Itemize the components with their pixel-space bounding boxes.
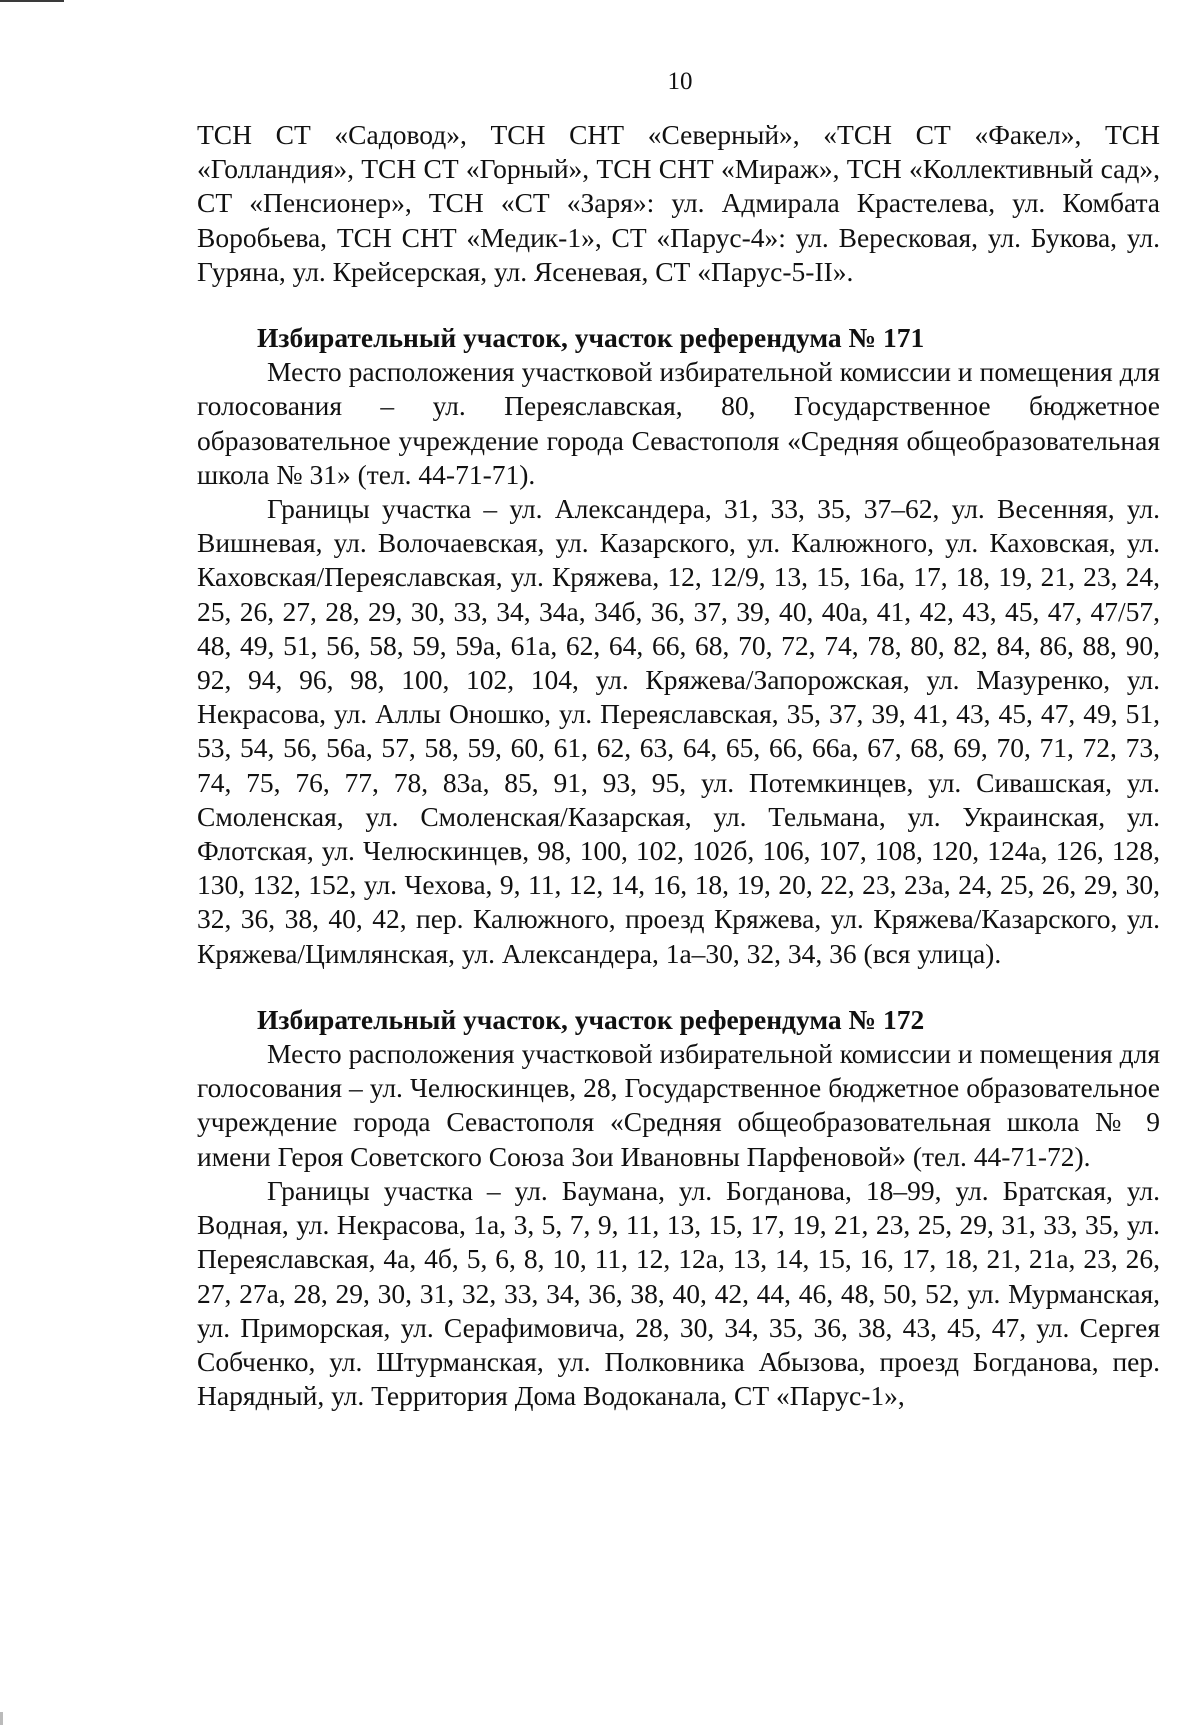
page-number: 10 [667,68,693,95]
intro-paragraph: ТСН СТ «Садовод», ТСН СНТ «Северный», «ТСН СТ «Факел», ТСН «Голландия», ТСН СТ «Горный», ТСН СНТ «Мираж», ТСН «Коллективный сад», СТ «Пенсионер», ТСН «СТ «Заря»: ул. Адмирала Крастелева, ул. Комбата Воробьева, ТСН СНТ «Медик-1», СТ «Парус-4»: ул. Вересковая, ул. Букова, ул. Гуряна, ул. Крейсерская, ул. Ясеневая, СТ «Парус-5-II». [197,119,1160,287]
boundaries-paragraph: Границы участка – ул. Александера, 31, 33, 35, 37–62, ул. Весенняя, ул. Вишневая, ул. Волочаевская, ул. Казарского, ул. Калюжного, ул. Каховская, ул. Каховская/Переяславская, ул. Кряжева, 12, 12/9, 13, 15, 16а, 17, 18, 19, 21, 23, 24, 25, 26, 27, 28, 29, 30, 33, 34, 34а, 34б, 36, 37, 39, 40, 40а, 41, 42, 43, 45, 47, 47/57, 48, 49, 51, 56, 58, 59, 59а, 61а, 62, 64, 66, 68, 70, 72, 74, 78, 80, 82, 84, 86, 88, 90, 92, 94, 96, 98, 100, 102, 104, ул. Кряжева/Запорожская, ул. Мазуренко, ул. Некрасова, ул. Аллы Оношко, ул. Переяславская, 35, 37, 39, 41, 43, 45, 47, 49, 51, 53, 54, 56, 56а, 57, 58, 59, 60, 61, 62, 63, 64, 65, 66, 66а, 67, 68, 69, 70, 71, 72, 73, 74, 75, 76, 77, 78, 83а, 85, 91, 93, 95, ул. Потемкинцев, ул. Сивашская, ул. Смоленская, ул. Смоленская/Казарская, ул. Тельмана, ул. Украинская, ул. Флотская, ул. Челюскинцев, 98, 100, 102, 102б, 106, 107, 108, 120, 124а, 126, 128, 130, 132, 152, ул. Чехова, 9, 11, 12, 14, 16, 18, 19, 20, 22, 23, 23а, 24, 25, 26, 29, 30, 32, 36, 38, 40, 42, пер. Калюжного, проезд Кряжева, ул. Кряжева/Казарского, ул. Кряжева/Цимлянская, ул. Александера, 1а–30, 32, 34, 36 (вся улица). [197,493,1160,969]
location-paragraph: Место расположения участковой избирательной комиссии и помещения для голосования – ул. Челюскинцев, 28, Государственное бюджетное образовательное учреждение города Севастополя «Средняя общеобразовательная школа № 9 имени Героя Советского Союза Зои Ивановны Парфеновой» (тел. 44-71-72). [197,1038,1160,1172]
scan-edge-mark [0,0,64,2]
location-paragraph: Место расположения участковой избирательной комиссии и помещения для голосования – ул. Переяславская, 80, Государственное бюджетное образовательное учреждение города Севастополя «Средняя общеобразовательная школа № 31» (тел. 44-71-71). [197,356,1160,490]
section-heading: Избирательный участок, участок референдума № 172 [257,1003,925,1035]
boundaries-paragraph: Границы участка – ул. Баумана, ул. Богданова, 18–99, ул. Братская, ул. Водная, ул. Некрасова, 1а, 3, 5, 7, 9, 11, 13, 15, 17, 19, 21, 23, 25, 29, 31, 33, 35, ул. Переяславская, 4а, 4б, 5, 6, 8, 10, 11, 12, 12а, 13, 14, 15, 16, 17, 18, 21, 21а, 23, 26, 27, 27а, 28, 29, 30, 31, 32, 33, 34, 36, 38, 40, 42, 44, 46, 48, 50, 52, ул. Мурманская, ул. Приморская, ул. Серафимовича, 28, 30, 34, 35, 36, 38, 43, 45, 47, ул. Сергея Собченко, ул. Штурманская, ул. Полковника Абызова, проезд Богданова, пер. Нарядный, ул. Территория Дома Водоканала, СТ «Парус-1», [197,1174,1160,1412]
section-precinct-171 [197,321,1160,971]
scan-edge-mark [0,1712,3,1725]
document-body [197,118,1160,1413]
section-heading: Избирательный участок, участок референдума № 171 [257,322,925,354]
section-precinct-172 [197,1003,1160,1413]
